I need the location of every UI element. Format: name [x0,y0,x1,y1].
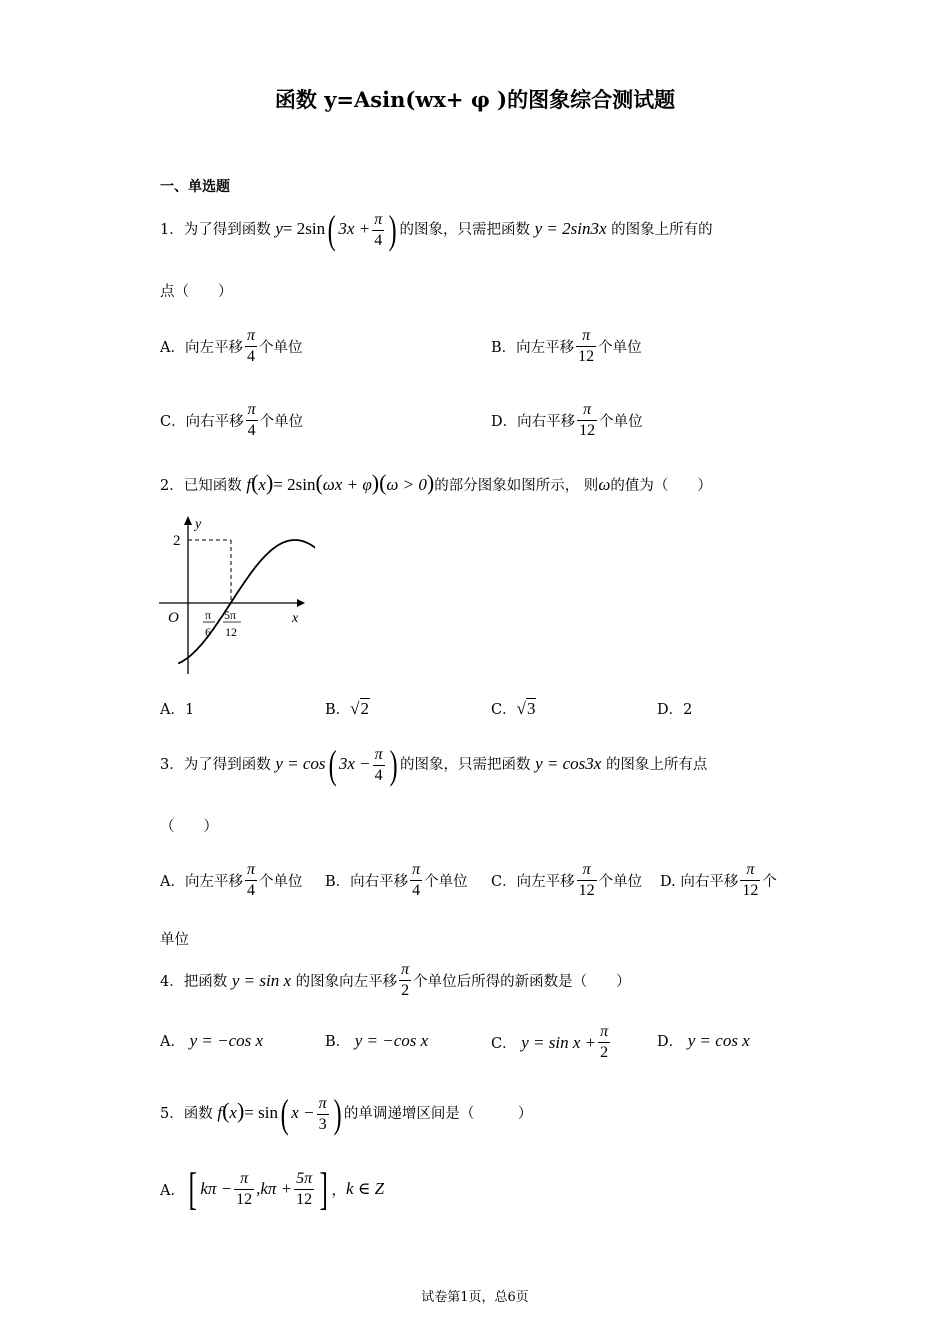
math-var: x [229,1103,237,1122]
max-label: 2 [173,533,181,549]
left-paren: ( [315,470,323,495]
option-b[interactable]: B．向左平移 $\frac{\pi}{12}$ 个单位 [491,327,642,365]
sqrt: √3 [516,699,536,718]
fraction: $\frac{\pi}{3}$ [318,1094,327,1133]
question-1-continued: 点（ ） [160,284,233,300]
math-expr: x − [291,1103,315,1122]
fraction: $\frac{\pi}{2}$ [401,961,410,999]
option-a[interactable]: A．[ kπ − $\frac{\pi}{12}$ ,kπ + $\frac{5\pi}{12}$ ] ，k ∈ Z [160,1163,385,1214]
fraction: $\frac{\pi}{4}$ [412,861,421,899]
left-paren: ( [327,207,336,252]
question-text: 的图象，只需把函数 [399,222,531,238]
option-d[interactable]: D. 向右平移 $\frac{\pi}{12}$ 个 [660,861,777,899]
tick-label-5pi-12-den: 12 [225,625,237,639]
math-var: x [258,475,266,494]
page-footer: 试卷第1页，总6页 [421,1290,529,1305]
page-title: 函数 y=Asin(wx+ φ )的图象综合测试题 [274,87,676,112]
sine-curve [178,540,315,664]
question-3-continued: （ ） [160,819,218,835]
option-a[interactable]: A．1 [160,702,195,718]
fraction: $\frac{\pi}{12}$ [578,327,595,365]
y-axis-label: y [195,517,202,532]
question-5: 5．函数 f(x)= sin( x − $\frac{\pi}{3}$ ) 的单调递增区间是（ ） [160,1091,533,1136]
right-paren: ) [236,1098,245,1123]
question-3: 3．为了得到函数 y = cos( 3x − $\frac{\pi}{4}$ ) 的图象，只需把函数 y = cos3x 的图象上所有点 [160,742,708,787]
x-axis-arrow [297,599,305,607]
math-expr: y = 2sin3x [534,219,607,238]
section-heading: 一、单选题 [160,179,230,195]
math-expr: y = cos3x [535,754,602,773]
math-expr: ωx + φ [322,475,372,494]
math-expr: y = cos [275,754,326,773]
fraction: $\frac{\pi}{12}$ [236,1169,253,1208]
math-expr: = sin [244,1103,278,1122]
fraction: $\frac{\pi}{4}$ [246,861,255,899]
fraction: $\frac{\pi}{4}$ [247,401,256,439]
left-paren: ( [379,470,387,495]
option-b[interactable]: B．√2 [325,699,369,718]
option-a[interactable]: A．向左平移 $\frac{\pi}{4}$ 个单位 [160,327,303,365]
right-paren: ) [389,742,398,787]
fraction: $\frac{\pi}{4}$ [374,745,383,784]
option-c[interactable]: C． y = sin x + $\frac{\pi}{2}$ [491,1023,609,1061]
sqrt: √2 [350,699,369,718]
option-c[interactable]: C．向左平移 $\frac{\pi}{12}$ 个单位 [491,861,643,899]
option-b[interactable]: B．向右平移 $\frac{\pi}{4}$ 个单位 [325,861,468,899]
option-d[interactable]: D．向右平移 $\frac{\pi}{12}$ 个单位 [491,401,643,439]
option-b[interactable]: B． y = −cos x [325,1031,429,1050]
math-var: ω [598,475,611,494]
left-paren: ( [328,742,337,787]
math-expr: ω > 0 [386,475,427,494]
right-paren: ) [388,207,397,252]
right-paren: ) [265,470,274,495]
x-axis-label: x [292,611,299,626]
option-d[interactable]: D．2 [657,702,693,718]
option-c[interactable]: C．向右平移 $\frac{\pi}{4}$ 个单位 [160,401,304,439]
tick-label-pi-6-num: π [205,608,212,622]
fraction: $\frac{\pi}{4}$ [246,327,255,365]
option-d[interactable]: D． y = cos x [657,1031,750,1050]
math-expr: 3x − [338,754,371,773]
fraction: $\frac{\pi}{4}$ [374,210,383,249]
fraction: $\frac{\pi}{12}$ [579,401,596,439]
question-2: 2．已知函数 f(x)= 2sin(ωx + φ)(ω > 0)的部分图象如图所示， 则ω的值为（ ） [160,470,712,495]
left-paren: ( [251,470,259,495]
left-paren: ( [280,1091,289,1136]
sine-graph [155,512,315,680]
option-a[interactable]: A． y = −cos x [160,1031,264,1050]
option-d-continued: 单位 [160,932,189,948]
math-expr: 3x + [338,219,371,238]
math-var: y [275,219,283,238]
left-paren: ( [222,1098,230,1123]
question-text: 为了得到函数 [183,222,271,238]
question-text: 的图象上所有的 [611,222,713,238]
right-paren: ) [426,470,435,495]
tick-label-pi-6-den: 6 [205,625,211,639]
math-expr: = 2sin [273,475,316,494]
math-var: f [217,1103,223,1122]
left-bracket: [ [188,1163,197,1214]
right-paren: ) [333,1091,342,1136]
origin-label: O [168,610,179,626]
question-1 [160,207,713,252]
right-bracket: ] [319,1163,329,1214]
option-c[interactable]: C．√3 [491,699,536,718]
question-number: 1． [160,222,184,238]
fraction: $\frac{5\pi}{12}$ [296,1169,313,1208]
math-expr: y = sin x [231,970,291,990]
fraction: $\frac{\pi}{2}$ [600,1023,609,1061]
fraction: $\frac{\pi}{12}$ [578,861,595,899]
tick-label-5pi-12-num: 5π [224,608,237,622]
option-a[interactable]: A．向左平移 $\frac{\pi}{4}$ 个单位 [160,861,303,899]
y-axis-arrow [184,516,192,525]
math-var: f [246,475,252,494]
fraction: $\frac{\pi}{12}$ [742,861,759,899]
question-4: 4．把函数 y = sin x 的图象向左平移 $\frac{\pi}{2}$ 个单位后所得的新函数是（ ） [160,961,631,999]
math-expr: = 2sin [282,219,326,238]
right-paren: ) [371,470,380,495]
